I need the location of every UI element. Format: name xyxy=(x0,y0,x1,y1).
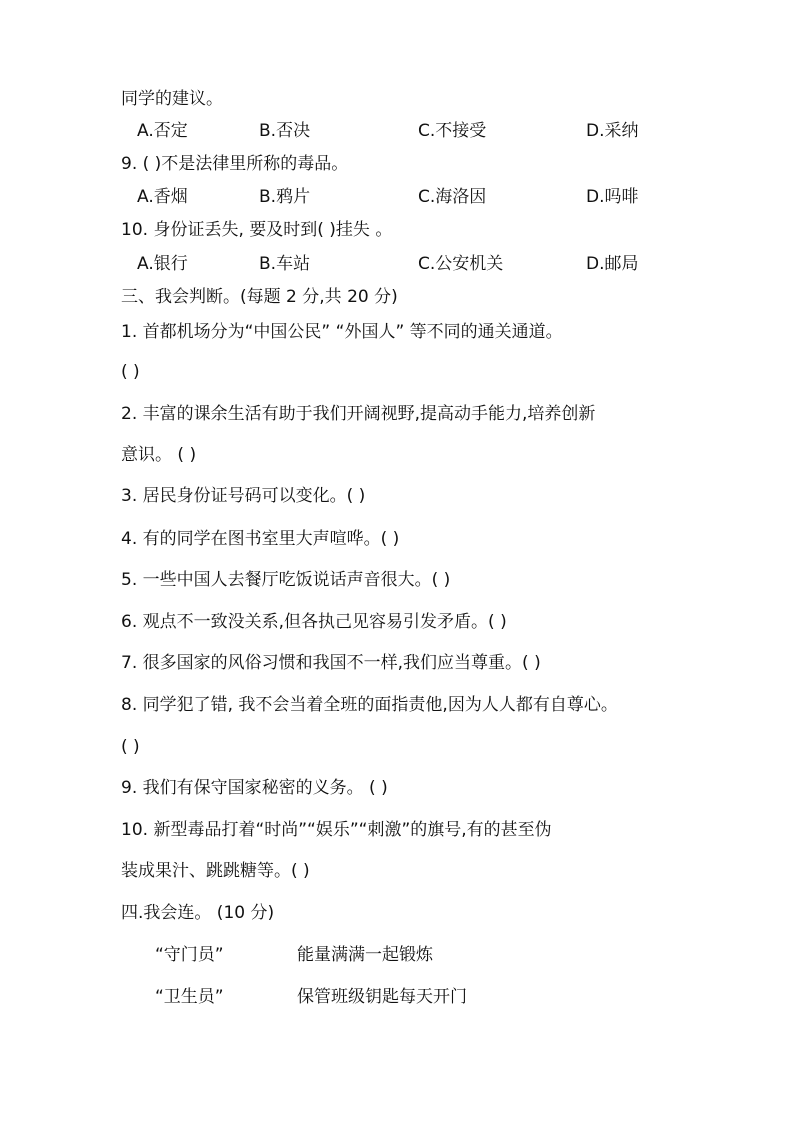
q10-option-b: B.车站 xyxy=(259,254,311,274)
judge-q10-line1: 10. 新型毒品打着“时尚”“娱乐”“刺激”的旗号,有的甚至伪 xyxy=(121,820,552,840)
q8-option-b: B.否决 xyxy=(259,121,311,141)
match-right-item-2[interactable]: 保管班级钥匙每天开门 xyxy=(297,987,467,1007)
judge-q5: 5. 一些中国人去餐厅吃饭说话声音很大。( ) xyxy=(121,570,451,590)
judge-q6: 6. 观点不一致没关系,但各执己见容易引发矛盾。( ) xyxy=(121,612,507,632)
q9-option-a: A.香烟 xyxy=(137,187,188,207)
section-4-heading: 四.我会连。 (10 分) xyxy=(121,903,275,923)
judge-q1-line1: 1. 首都机场分为“中国公民” “外国人” 等不同的通关通道。 xyxy=(121,322,563,342)
match-left-item-2[interactable]: “卫生员” xyxy=(155,987,224,1007)
judge-q2-line2: 意识。 ( ) xyxy=(121,445,197,465)
judge-q3: 3. 居民身份证号码可以变化。( ) xyxy=(121,486,366,506)
judge-q7: 7. 很多国家的风俗习惯和我国不一样,我们应当尊重。( ) xyxy=(121,653,541,673)
judge-q4: 4. 有的同学在图书室里大声喧哗。( ) xyxy=(121,529,400,549)
q9-option-c: C.海洛因 xyxy=(418,187,487,207)
q10-option-c: C.公安机关 xyxy=(418,254,504,274)
q9-option-d: D.吗啡 xyxy=(586,187,639,207)
judge-q8-line1: 8. 同学犯了错, 我不会当着全班的面指责他,因为人人都有自尊心。 xyxy=(121,695,618,715)
match-right-item-1[interactable]: 能量满满一起锻炼 xyxy=(297,945,433,965)
judge-q2-line1: 2. 丰富的课余生活有助于我们开阔视野,提高动手能力,培养创新 xyxy=(121,404,596,424)
judge-q9: 9. 我们有保守国家秘密的义务。 ( ) xyxy=(121,778,388,798)
q8-option-a: A.否定 xyxy=(137,121,188,141)
q8-stem-tail: 同学的建议。 xyxy=(121,89,223,109)
q9-stem: 9. ( )不是法律里所称的毒品。 xyxy=(121,154,349,174)
q10-option-a: A.银行 xyxy=(137,254,188,274)
match-left-item-1[interactable]: “守门员” xyxy=(155,945,224,965)
judge-q10-line2: 装成果汁、跳跳糖等。( ) xyxy=(121,861,310,881)
q9-option-b: B.鸦片 xyxy=(259,187,311,207)
q10-option-d: D.邮局 xyxy=(586,254,639,274)
section-3-heading: 三、我会判断。(每题 2 分,共 20 分) xyxy=(121,287,398,307)
q8-option-d: D.采纳 xyxy=(586,121,639,141)
judge-q8-answer-blank[interactable]: ( ) xyxy=(121,737,140,757)
q10-stem: 10. 身份证丢失, 要及时到( )挂失 。 xyxy=(121,220,393,240)
judge-q1-answer-blank[interactable]: ( ) xyxy=(121,362,140,382)
q8-option-c: C.不接受 xyxy=(418,121,487,141)
